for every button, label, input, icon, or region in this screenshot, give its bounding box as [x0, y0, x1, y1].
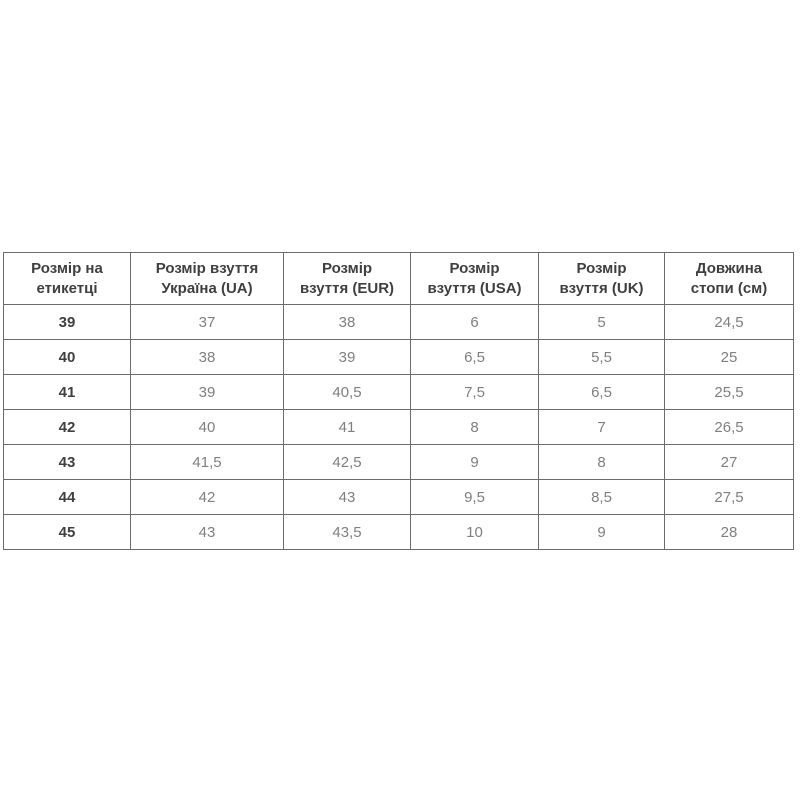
table-cell: 38	[284, 305, 411, 340]
table-cell: 27,5	[665, 480, 794, 515]
table-cell: 7	[539, 410, 665, 445]
table-cell: 42	[4, 410, 131, 445]
table-cell: 40	[4, 340, 131, 375]
column-header-label-size	[4, 253, 131, 305]
table-cell: 44	[4, 480, 131, 515]
table-cell: 9,5	[411, 480, 539, 515]
table-cell: 25	[665, 340, 794, 375]
table-row	[4, 375, 794, 410]
table-cell: 39	[284, 340, 411, 375]
header-line: етикетці	[36, 279, 98, 297]
header-line: взуття (USA)	[427, 279, 522, 297]
table-cell: 8,5	[539, 480, 665, 515]
table-cell: 41	[4, 375, 131, 410]
table-row	[4, 410, 794, 445]
table-cell: 42,5	[284, 445, 411, 480]
table-cell: 43,5	[284, 515, 411, 550]
table-cell: 5,5	[539, 340, 665, 375]
header-line: Розмір на	[31, 259, 103, 277]
table-cell: 5	[539, 305, 665, 340]
table-cell: 6	[411, 305, 539, 340]
table-row	[4, 515, 794, 550]
table-cell: 6,5	[539, 375, 665, 410]
table-cell: 9	[539, 515, 665, 550]
table-cell: 41,5	[131, 445, 284, 480]
table-cell: 40,5	[284, 375, 411, 410]
table-row	[4, 305, 794, 340]
header-line: взуття (EUR)	[299, 279, 395, 297]
header-line: Довжина	[695, 259, 763, 277]
shoe-size-conversion-table	[3, 252, 794, 550]
column-header-usa	[411, 253, 539, 305]
table-cell: 28	[665, 515, 794, 550]
table-row	[4, 340, 794, 375]
column-header-eur	[284, 253, 411, 305]
table-cell: 9	[411, 445, 539, 480]
column-header-ua	[131, 253, 284, 305]
header-line: Розмір взуття	[155, 259, 259, 277]
table-cell: 39	[131, 375, 284, 410]
table-cell: 39	[4, 305, 131, 340]
table-cell: 8	[411, 410, 539, 445]
header-line: взуття (UK)	[559, 279, 644, 297]
table-cell: 7,5	[411, 375, 539, 410]
table-cell: 10	[411, 515, 539, 550]
table-cell: 43	[131, 515, 284, 550]
table-cell: 26,5	[665, 410, 794, 445]
header-row	[4, 253, 794, 305]
column-header-uk	[539, 253, 665, 305]
header-line: Розмір	[449, 259, 500, 277]
table-cell: 6,5	[411, 340, 539, 375]
table-cell: 45	[4, 515, 131, 550]
table-cell: 38	[131, 340, 284, 375]
table-cell: 27	[665, 445, 794, 480]
header-line: Розмір	[576, 259, 627, 277]
table-cell: 37	[131, 305, 284, 340]
table-row	[4, 445, 794, 480]
table-cell: 42	[131, 480, 284, 515]
table-cell: 40	[131, 410, 284, 445]
table-cell: 24,5	[665, 305, 794, 340]
table-cell: 43	[284, 480, 411, 515]
header-line: Розмір	[321, 259, 373, 277]
table-cell: 25,5	[665, 375, 794, 410]
column-header-foot-length	[665, 253, 794, 305]
header-line: Україна (UA)	[161, 279, 253, 297]
size-chart-container	[3, 252, 794, 550]
header-line: стопи (см)	[690, 279, 768, 297]
table-cell: 43	[4, 445, 131, 480]
table-cell: 8	[539, 445, 665, 480]
table-row	[4, 480, 794, 515]
table-cell: 41	[284, 410, 411, 445]
